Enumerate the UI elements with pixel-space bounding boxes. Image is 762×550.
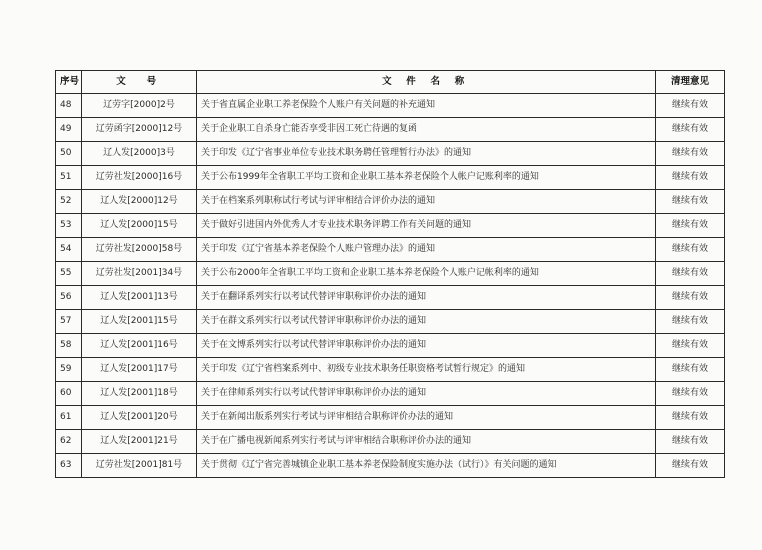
table-row [56, 454, 725, 478]
table-row [56, 334, 725, 358]
row-review-opinion: 继续有效 [656, 262, 725, 286]
row-document-title: 关于印发《辽宁省事业单位专业技术职务聘任管理暂行办法》的通知 [197, 142, 656, 166]
row-document-title: 关于公布1999年全省职工平均工资和企业职工基本养老保险个人帐户记账利率的通知 [197, 166, 656, 190]
row-document-number: 辽人发[2001]18号 [82, 382, 197, 406]
row-serial-number: 58 [56, 334, 82, 358]
row-document-title: 关于印发《辽宁省档案系列中、初级专业技术职务任职资格考试暂行规定》的通知 [197, 358, 656, 382]
row-serial-number: 50 [56, 142, 82, 166]
header-document-title-label: 文 件 名 称 [382, 76, 470, 87]
row-document-title: 关于贯彻《辽宁省完善城镇企业职工基本养老保险制度实施办法（试行）》有关问题的通知 [197, 454, 656, 478]
row-serial-number: 56 [56, 286, 82, 310]
table-row [56, 310, 725, 334]
document-list-table [55, 70, 725, 478]
row-review-opinion: 继续有效 [656, 94, 725, 118]
header-document-number-label: 文 号 [116, 76, 162, 87]
row-review-opinion: 继续有效 [656, 214, 725, 238]
table-row [56, 190, 725, 214]
row-document-number: 辽人发[2000]15号 [82, 214, 197, 238]
row-document-title: 关于在翻译系列实行以考试代替评审职称评价办法的通知 [197, 286, 656, 310]
row-document-number: 辽人发[2001]20号 [82, 406, 197, 430]
row-review-opinion: 继续有效 [656, 190, 725, 214]
row-document-title: 关于在新闻出版系列实行考试与评审相结合职称评价办法的通知 [197, 406, 656, 430]
row-document-title: 关于在律师系列实行以考试代替评审职称评价办法的通知 [197, 382, 656, 406]
row-serial-number: 53 [56, 214, 82, 238]
header-document-title [197, 71, 656, 94]
row-serial-number: 55 [56, 262, 82, 286]
row-document-number: 辽劳社发[2000]16号 [82, 166, 197, 190]
table-row [56, 286, 725, 310]
table-row [56, 142, 725, 166]
row-document-title: 关于公布2000年全省职工平均工资和企业职工基本养老保险个人账户记帐利率的通知 [197, 262, 656, 286]
header-review-opinion: 清理意见 [656, 71, 725, 94]
row-review-opinion: 继续有效 [656, 142, 725, 166]
row-document-title: 关于省直属企业职工养老保险个人账户有关问题的补充通知 [197, 94, 656, 118]
row-serial-number: 57 [56, 310, 82, 334]
table-body [56, 94, 725, 478]
row-serial-number: 59 [56, 358, 82, 382]
table-row [56, 430, 725, 454]
row-document-title: 关于企业职工自杀身亡能否享受非因工死亡待遇的复函 [197, 118, 656, 142]
table-header-row [56, 71, 725, 94]
row-review-opinion: 继续有效 [656, 358, 725, 382]
row-serial-number: 54 [56, 238, 82, 262]
table-row [56, 238, 725, 262]
row-document-title: 关于印发《辽宁省基本养老保险个人账户管理办法》的通知 [197, 238, 656, 262]
row-review-opinion: 继续有效 [656, 286, 725, 310]
table-row [56, 262, 725, 286]
table-row [56, 382, 725, 406]
row-document-title: 关于在广播电视新闻系列实行考试与评审相结合职称评价办法的通知 [197, 430, 656, 454]
row-document-number: 辽劳字[2000]2号 [82, 94, 197, 118]
row-serial-number: 62 [56, 430, 82, 454]
row-review-opinion: 继续有效 [656, 118, 725, 142]
row-serial-number: 49 [56, 118, 82, 142]
table-row [56, 406, 725, 430]
row-document-number: 辽人发[2001]13号 [82, 286, 197, 310]
row-serial-number: 48 [56, 94, 82, 118]
row-document-number: 辽劳社发[2001]81号 [82, 454, 197, 478]
table-row [56, 214, 725, 238]
row-review-opinion: 继续有效 [656, 310, 725, 334]
row-serial-number: 51 [56, 166, 82, 190]
row-document-number: 辽人发[2000]3号 [82, 142, 197, 166]
row-serial-number: 52 [56, 190, 82, 214]
table-row [56, 94, 725, 118]
row-document-title: 关于在群文系列实行以考试代替评审职称评价办法的通知 [197, 310, 656, 334]
row-review-opinion: 继续有效 [656, 406, 725, 430]
row-review-opinion: 继续有效 [656, 430, 725, 454]
row-review-opinion: 继续有效 [656, 238, 725, 262]
row-document-number: 辽劳函字[2000]12号 [82, 118, 197, 142]
row-document-number: 辽人发[2001]21号 [82, 430, 197, 454]
row-document-title: 关于做好引进国内外优秀人才专业技术职务评聘工作有关问题的通知 [197, 214, 656, 238]
row-serial-number: 63 [56, 454, 82, 478]
table-row [56, 118, 725, 142]
row-serial-number: 61 [56, 406, 82, 430]
row-document-number: 辽人发[2001]15号 [82, 310, 197, 334]
row-document-title: 关于在档案系列职称试行考试与评审相结合评价办法的通知 [197, 190, 656, 214]
row-document-number: 辽劳社发[2000]58号 [82, 238, 197, 262]
row-document-number: 辽人发[2001]16号 [82, 334, 197, 358]
table-row [56, 166, 725, 190]
row-review-opinion: 继续有效 [656, 334, 725, 358]
row-serial-number: 60 [56, 382, 82, 406]
row-document-title: 关于在文博系列实行以考试代替评审职称评价办法的通知 [197, 334, 656, 358]
header-serial-number: 序号 [56, 71, 82, 94]
row-review-opinion: 继续有效 [656, 454, 725, 478]
row-document-number: 辽人发[2001]17号 [82, 358, 197, 382]
header-document-number [82, 71, 197, 94]
row-document-number: 辽人发[2000]12号 [82, 190, 197, 214]
table-row [56, 358, 725, 382]
row-document-number: 辽劳社发[2001]34号 [82, 262, 197, 286]
row-review-opinion: 继续有效 [656, 382, 725, 406]
row-review-opinion: 继续有效 [656, 166, 725, 190]
